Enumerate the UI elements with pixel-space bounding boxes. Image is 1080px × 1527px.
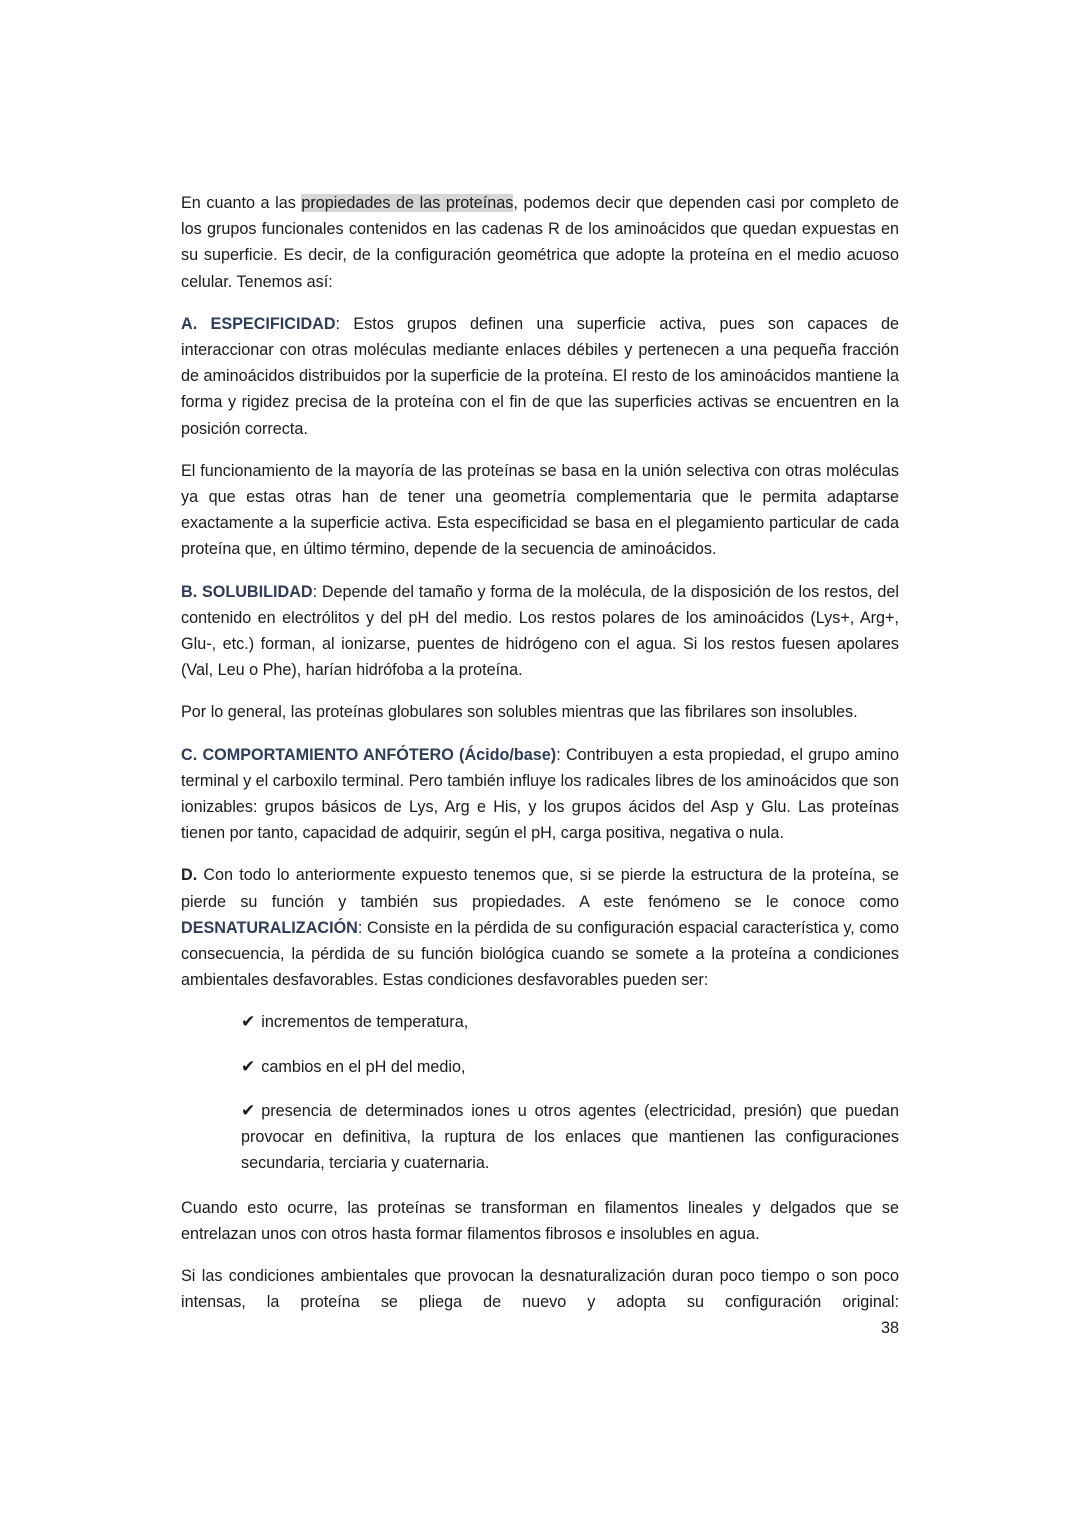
- filaments-paragraph: Cuando esto ocurre, las proteínas se transforman en filamentos lineales y delgados que se entrelazan unos con otros hasta formar filamentos fibrosos e insolubles en agua.: [181, 1198, 899, 1243]
- intro-paragraph: [181, 190, 899, 295]
- denaturation-text-1: Con todo lo anteriormente expuesto tenemos que, si se pierde la estructura de la proteína, se pierde su función y también sus propiedades. A este fenómeno se le conoce como: [181, 866, 899, 911]
- specificity-text: : Estos grupos definen una superficie activa, pues son capaces de interaccionar con otras moléculas mediante enlaces débiles y pertenecen a una pequeña fracción de aminoácidos distribuidos por la superficie de la proteína. El resto de los aminoácidos mantiene la forma y rigidez precisa de la proteína con el fin de que las superficies activas se encuentren en la posición correcta.: [181, 314, 899, 438]
- highlighted-term: propiedades de las proteínas: [301, 194, 514, 212]
- specificity-heading: A. ESPECIFICIDAD: [181, 314, 336, 333]
- solubility-text: : Depende del tamaño y forma de la molécula, de la disposición de los restos, del contenido en electrólitos y del pH del medio. Los restos polares de los aminoácidos (Lys+, Arg+, Glu-, etc.) forman, al ionizarse, puentes de hidrógeno con el agua. Si los restos fuesen apolares (Val, Leu o Phe), harían hidrófoba a la proteína.: [181, 582, 899, 680]
- list-item: [241, 1009, 899, 1035]
- denaturation-text-2: : Consiste en la pérdida de su configuración espacial característica y, como consecuencia, la pérdida de su función biológica cuando se somete a la proteína a condiciones ambientales desfavorables. Estas condiciones desfavorables pueden ser:: [181, 918, 899, 990]
- list-item-text: cambios en el pH del medio,: [261, 1057, 466, 1076]
- denaturation-label-d: D.: [181, 866, 198, 885]
- amphoteric-text: : Contribuyen a esta propiedad, el grupo amino terminal y el carboxilo terminal. Pero también influye los radicales libres de los aminoácidos que son ionizables: grupos básicos de Lys, Arg e His, y los grupos ácidos del Asp y Glu. Las proteínas tienen por tanto, capacidad de adquirir, según el pH, carga positiva, negativa o nula.: [181, 745, 899, 843]
- list-item-text: presencia de determinados iones u otros agentes (electricidad, presión) que puedan provocar en definitiva, la ruptura de los enlaces que mantienen las configuraciones secundaria, terciaria y cuaternaria.: [241, 1101, 899, 1173]
- general-paragraph: Por lo general, las proteínas globulares son solubles mientras que las fibrilares son insolubles.: [181, 703, 858, 722]
- functioning-paragraph: El funcionamiento de la mayoría de las proteínas se basa en la unión selectiva con otras moléculas ya que estas otras han de tener una geometría complementaria que le permita adaptarse exactamente a la superficie activa. Esta especificidad se basa en el plegamiento particular de cada proteína que, en último término, depende de la secuencia de aminoácidos.: [181, 461, 899, 559]
- intro-post: , podemos decir que dependen casi por completo de los grupos funcionales contenidos en las cadenas R de los aminoácidos que quedan expuestas en su superficie. Es decir, de la configuración geométrica que adopte la proteína en el medio acuoso celular. Tenemos así:: [181, 194, 899, 291]
- conditions-list: [241, 1009, 899, 1176]
- intro-pre: En cuanto a las: [181, 194, 302, 212]
- solubility-heading: B. SOLUBILIDAD: [181, 582, 313, 601]
- denaturation-heading: DESNATURALIZACIÓN: [181, 918, 358, 937]
- page-number: 38: [880, 1319, 899, 1338]
- renaturation-paragraph: Si las condiciones ambientales que provocan la desnaturalización duran poco tiempo o son poco intensas, la proteína se pliega de nuevo y adopta su configuración original:: [181, 1266, 899, 1312]
- denaturation-paragraph: [181, 862, 899, 993]
- amphoteric-paragraph: [181, 742, 899, 847]
- checkmark-icon: ✔: [241, 1056, 256, 1076]
- specificity-paragraph: [181, 311, 899, 442]
- checkmark-icon: ✔: [241, 1100, 256, 1120]
- list-item: [241, 1054, 899, 1080]
- list-item: [241, 1098, 899, 1177]
- document-page: [181, 190, 899, 1342]
- amphoteric-heading: C. COMPORTAMIENTO ANFÓTERO (Ácido/base): [181, 745, 557, 764]
- list-item-text: incrementos de temperatura,: [261, 1013, 469, 1032]
- checkmark-icon: ✔: [241, 1012, 256, 1032]
- solubility-paragraph: [181, 579, 899, 684]
